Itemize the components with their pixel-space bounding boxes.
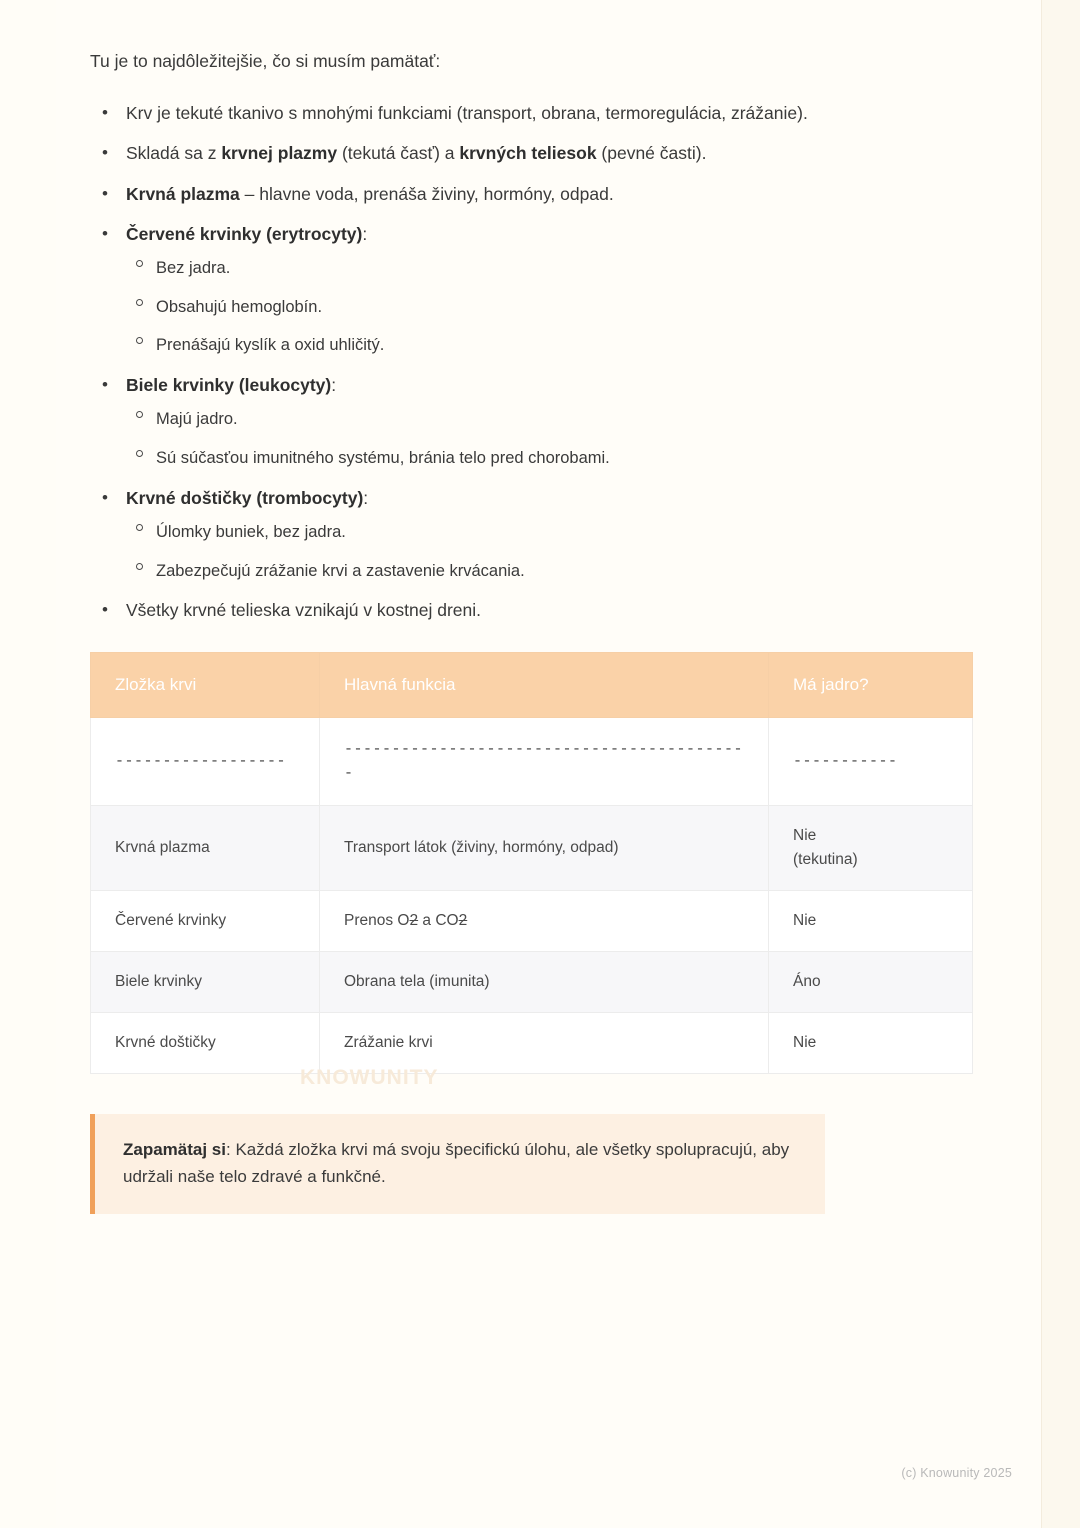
sub-list-item [126,256,920,281]
circle-bullet-icon [136,524,143,531]
sub-list-item-text: Prenášajú kyslík a oxid uhličitý. [156,336,385,355]
page-right-margin [1041,0,1080,1528]
circle-bullet-icon [136,260,143,267]
table-cell-function: Zrážanie krvi [320,1012,769,1073]
table-row [91,951,973,1012]
sub-list-item [126,407,920,432]
column-header-component: Zložka krvi [91,653,320,718]
document-content [90,48,920,1214]
bullet-icon: • [102,103,108,123]
table-cell-component: Krvná plazma [91,805,320,890]
list-item-trombocyty [90,485,920,584]
list-item [90,140,920,167]
page-left-margin [0,0,56,1528]
table-head [91,653,973,718]
sub-list-item [126,295,920,320]
intro-paragraph: Tu je to najdôležitejšie, čo si musím pamätať: [90,51,441,71]
table-row [91,718,973,806]
table-cell-separator: ------------------ [91,718,320,806]
sub-list-item-text: Bez jadra. [156,258,231,277]
circle-bullet-icon [136,299,143,306]
sub-list-leukocyty [126,407,920,471]
sub-list-item-text: Sú súčasťou imunitného systému, bránia telo pred chorobami. [156,448,610,467]
table-cell-nucleus: Nie [769,890,973,951]
list-item-text: Červené krvinky (erytrocyty): [126,223,368,244]
column-header-function: Hlavná funkcia [320,653,769,718]
list-item [90,100,920,127]
sub-list-item [126,446,920,471]
list-item-text: Skladá sa z krvnej plazmy (tekutá časť) a krvných teliesok (pevné časti). [126,143,707,164]
table-row [91,1012,973,1073]
circle-bullet-icon [136,337,143,344]
circle-bullet-icon [136,563,143,570]
circle-bullet-icon [136,411,143,418]
table-cell-component: Krvné doštičky [91,1012,320,1073]
list-item-text: Krv je tekuté tkanivo s mnohými funkciami (transport, obrana, termoregulácia, zrážanie). [126,103,808,124]
table-cell-component: Biele krvinky [91,951,320,1012]
callout-label: Zapamätaj si [123,1139,226,1159]
bullet-icon: • [102,183,108,203]
bullet-icon: • [102,487,108,507]
sub-list-item-text: Úlomky buniek, bez jadra. [156,522,346,541]
summary-list [90,100,920,624]
list-item-text: Krvná plazma – hlavne voda, prenáša živiny, hormóny, odpad. [126,183,614,204]
table-row [91,805,973,890]
list-item-erytrocyty [90,221,920,358]
column-header-nucleus: Má jadro? [769,653,973,718]
table-row [91,890,973,951]
table-cell-function: Transport látok (živiny, hormóny, odpad) [320,805,769,890]
remember-callout [90,1114,825,1214]
sub-list-item [126,333,920,358]
bullet-icon: • [102,600,108,620]
table-cell-function: Obrana tela (imunita) [320,951,769,1012]
table-cell-separator: ----------- [769,718,973,806]
table-cell-nucleus: Nie [769,1012,973,1073]
bullet-icon: • [102,143,108,163]
sub-list-trombocyty [126,520,920,584]
table-body [91,718,973,1074]
sub-list-item [126,520,920,545]
callout-text: : Každá zložka krvi má svoju špecifickú úlohu, ale všetky spolupracujú, aby udržali naše telo zdravé a funkčné. [123,1139,790,1187]
table-cell-nucleus: Nie (tekutina) [769,805,973,890]
list-item-text: Krvné doštičky (trombocyty): [126,487,369,508]
bullet-icon: • [102,375,108,394]
table-cell-nucleus: Áno [769,951,973,1012]
sub-list-item [126,559,920,584]
list-item-leukocyty [90,372,920,471]
copyright-watermark: (c) Knowunity 2025 [901,1466,1012,1480]
table-cell-function: Prenos O2 a CO2 [320,890,769,951]
list-item-text: Biele krvinky (leukocyty): [126,375,337,395]
bullet-icon: • [102,223,108,243]
list-item-text: Všetky krvné telieska vznikajú v kostnej dreni. [126,600,482,621]
table-header-row [91,653,973,718]
blood-components-table [90,652,973,1074]
circle-bullet-icon [136,450,143,457]
watermark-ghost: KNOWUNITY [300,1066,439,1089]
list-item [90,597,920,624]
table-cell-separator: ------------------------------------------- [320,718,769,806]
sub-list-item-text: Majú jadro. [156,410,238,429]
table-cell-component: Červené krvinky [91,890,320,951]
sub-list-item-text: Zabezpečujú zrážanie krvi a zastavenie krvácania. [156,561,525,580]
sub-list-item-text: Obsahujú hemoglobín. [156,297,323,316]
sub-list-erytrocyty [126,256,920,358]
list-item [90,181,920,208]
